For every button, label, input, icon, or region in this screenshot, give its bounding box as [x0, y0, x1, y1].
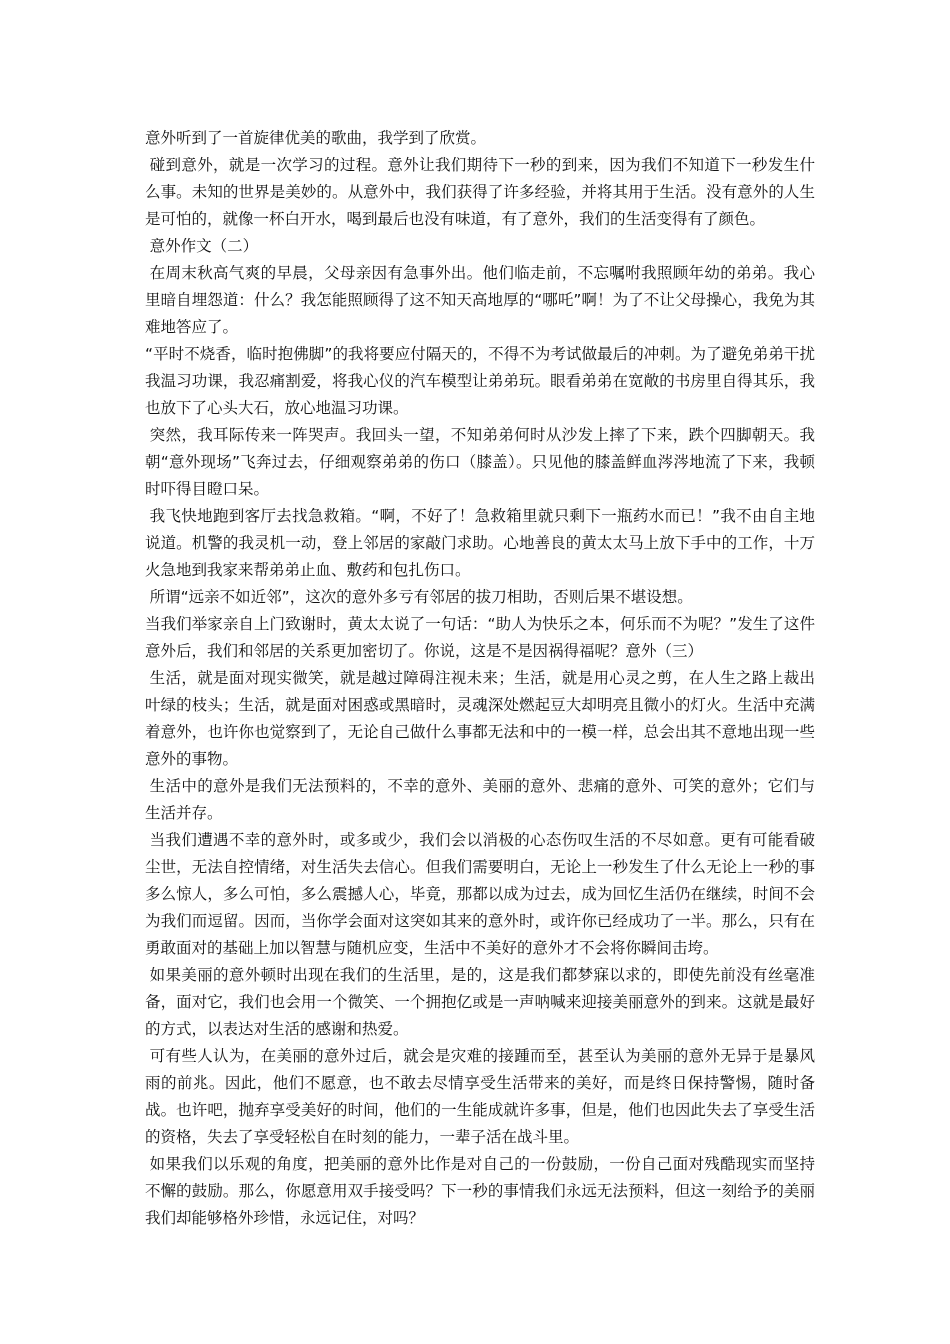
- paragraph-thanks-visit: 当我们举家亲自上门致谢时，黄太太说了一句话：“助人为快乐之本，何乐而不为呢？”发生了这件意外后，我们和邻居的关系更加密切了。你说，这是不是因祸得福呢？意外（三）: [145, 615, 815, 660]
- paragraph-beautiful-accident: 如果美丽的意外顿时出现在我们的生活里，是的，这是我们都梦寐以求的，即使先前没有丝毫准备，面对它，我们也会用一个微笑、一个拥抱亿或是一声呐喊来迎接美丽意外的到来。这就是最好的方式，以表达对生活的感谢和热爱。: [145, 966, 815, 1038]
- paragraph-some-people: 可有些人认为，在美丽的意外过后，就会是灾难的接踵而至，甚至认为美丽的意外无异于是暴风雨的前兆。因此，他们不愿意，也不敢去尽情享受生活带来的美好，而是终日保持警惕，随时备战。也许吧，抛弃享受美好的时间，他们的一生能成就许多事，但是，他们也因此失去了享受生活的资格，失去了享受轻松自在时刻的能力，一辈子活在战斗里。: [145, 1047, 815, 1146]
- paragraph-encounter-accident: 碰到意外，就是一次学习的过程。意外让我们期待下一秒的到来，因为我们不知道下一秒发生什么事。未知的世界是美妙的。从意外中，我们获得了许多经验，并将其用于生活。没有意外的人生是可怕的，就像一杯白开水，喝到最后也没有味道，有了意外，我们的生活变得有了颜色。: [145, 156, 815, 228]
- paragraph-unpredictable: 生活中的意外是我们无法预料的，不幸的意外、美丽的意外、悲痛的意外、可笑的意外；它们与生活并存。: [145, 777, 815, 822]
- paragraph-first-aid: 我飞快地跑到客厅去找急救箱。“啊，不好了！急救箱里就只剩下一瓶药水而已！”我不由自主地说道。机警的我灵机一动，登上邻居的家敲门求助。心地善良的黄太太马上放下手中的工作，十万火急地到我家来帮弟弟止血、敷药和包扎伤口。: [145, 507, 815, 579]
- paragraph-misfortune: 当我们遭遇不幸的意外时，或多或少，我们会以消极的心态伤叹生活的不尽如意。更有可能看破尘世，无法自控情绪，对生活失去信心。但我们需要明白，无论上一秒发生了什么无论上一秒的事多么惊人，多么可怕，多么震撼人心，毕竟，那都以成为过去，成为回忆生活仍在继续，时间不会为我们而逗留。因而，当你学会面对这突如其来的意外时，或许你已经成功了一半。那么，只有在勇敢面对的基础上加以智慧与随机应变，生活中不美好的意外才不会将你瞬间击垮。: [145, 831, 815, 957]
- paragraph-optimism: 如果我们以乐观的角度，把美丽的意外比作是对自己的一份鼓励，一份自己面对残酷现实而坚持不懈的鼓励。那么，你愿意用双手接受吗？下一秒的事情我们永远无法预料，但这一刻给予的美丽我们却能够格外珍惜，永远记住，对吗？: [145, 1155, 815, 1227]
- paragraph-opening-fragment: 意外听到了一首旋律优美的歌曲，我学到了欣赏。: [145, 129, 487, 147]
- paragraph-life-is: 生活，就是面对现实微笑，就是越过障碍注视未来；生活，就是用心灵之剪，在人生之路上裁出叶绿的枝头；生活，就是面对困惑或黑暗时，灵魂深处燃起豆大却明亮且微小的灯火。生活中充满着意外，也许你也觉察到了，无论自己做什么事都无法和中的一模一样，总会出其不意地出现一些意外的事物。: [145, 669, 815, 768]
- essay-heading-two: 意外作文（二）: [149, 237, 259, 255]
- document-body: [145, 125, 815, 1232]
- paragraph-good-neighbor: 所谓“远亲不如近邻”，这次的意外多亏有邻居的拔刀相助，否则后果不堪设想。: [149, 588, 693, 606]
- paragraph-crying-brother: 突然，我耳际传来一阵哭声。我回头一望，不知弟弟何时从沙发上摔了下来，跌个四脚朝天。我朝“意外现场”飞奔过去，仔细观察弟弟的伤口（膝盖）。只见他的膝盖鲜血涔涔地流了下来，我顿时吓得目瞪口呆。: [145, 426, 815, 498]
- paragraph-weekend-morning: 在周末秋高气爽的早晨，父母亲因有急事外出。他们临走前，不忘嘱咐我照顾年幼的弟弟。我心里暗自埋怨道：什么？我怎能照顾得了这不知天高地厚的“哪吒”啊！为了不让父母操心，我免为其难地答应了。: [145, 264, 815, 336]
- paragraph-exam-cram: “平时不烧香，临时抱佛脚”的我将要应付隔天的，不得不为考试做最后的冲刺。为了避免弟弟干扰我温习功课，我忍痛割爱，将我心仪的汽车模型让弟弟玩。眼看弟弟在宽敞的书房里自得其乐，我也放下了心头大石，放心地温习功课。: [145, 345, 815, 417]
